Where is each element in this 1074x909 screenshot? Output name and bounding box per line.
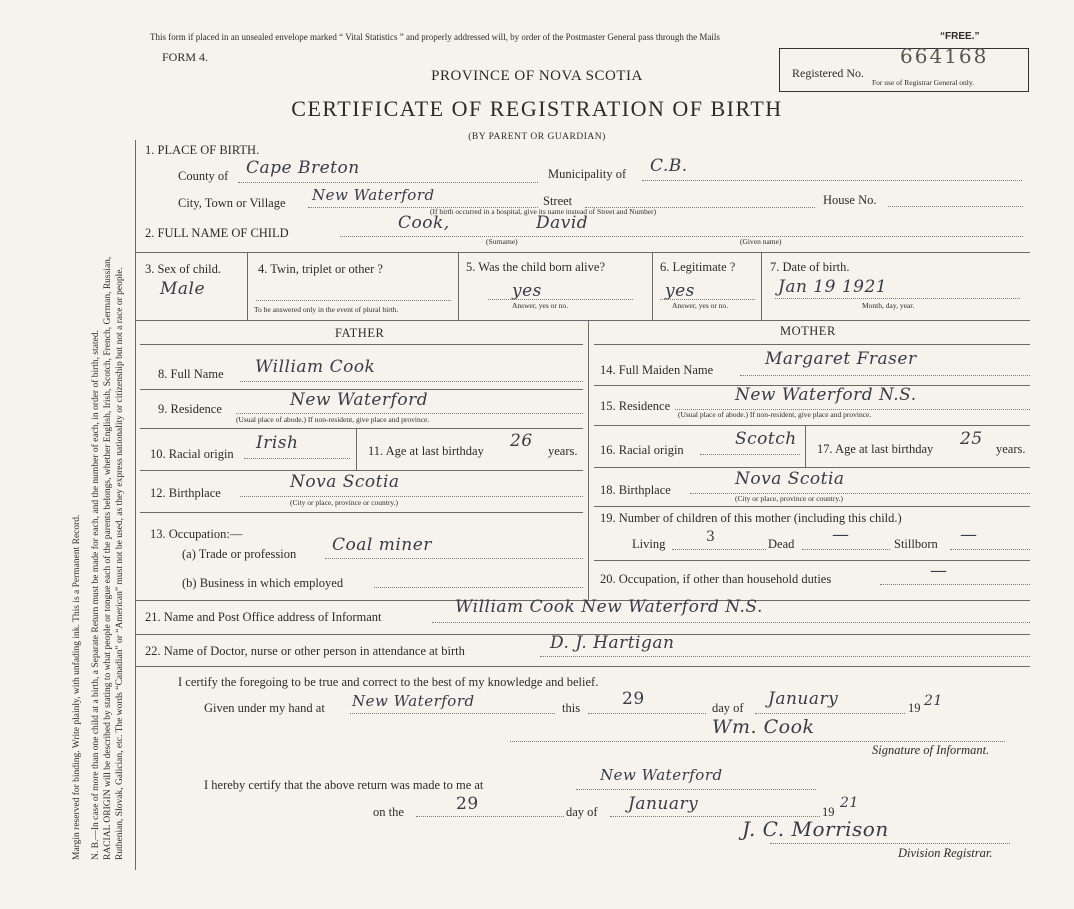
sex-label: 3. Sex of child. bbox=[145, 262, 222, 276]
father-trade-label: (a) Trade or profession bbox=[182, 547, 297, 561]
mother-name-label: 14. Full Maiden Name bbox=[600, 363, 714, 377]
registrar-year-prefix: 19 bbox=[822, 805, 835, 819]
mother-name-value: Margaret Fraser bbox=[765, 349, 917, 369]
dead-label: Dead bbox=[768, 537, 795, 551]
margin-notes bbox=[58, 40, 125, 860]
municipality-label: Municipality of bbox=[548, 167, 627, 181]
registrar-place-value: New Waterford bbox=[600, 766, 723, 784]
stillborn-label: Stillborn bbox=[894, 537, 938, 551]
house-label: House No. bbox=[823, 193, 877, 207]
dob-value: Jan 19 1921 bbox=[778, 277, 888, 297]
mother-years: years. bbox=[996, 442, 1026, 456]
twin-note: To be answered only in the event of plural birth. bbox=[254, 305, 399, 314]
father-residence-value: New Waterford bbox=[290, 390, 429, 410]
living-label: Living bbox=[632, 537, 666, 551]
place-of-birth-label: 1. PLACE OF BIRTH. bbox=[145, 143, 260, 157]
father-racial-value: Irish bbox=[256, 433, 299, 453]
mother-residence-note: (Usual place of abode.) If non-resident, give place and province. bbox=[678, 410, 872, 419]
alive-value: yes bbox=[512, 281, 542, 301]
mother-birthplace-label: 18. Birthplace bbox=[600, 483, 671, 497]
mother-occupation-label: 20. Occupation, if other than household duties bbox=[600, 572, 832, 586]
certify-year-value: 21 bbox=[924, 693, 943, 709]
mother-children-label: 19. Number of children of this mother (including this child.) bbox=[600, 511, 902, 525]
margin-note-racial-2: Ruthenian, Slovak, Galician, etc. The words “Canadian” or “American” must not be used, as they express nationality or citizenship but not a race or people. bbox=[115, 267, 125, 860]
father-birthplace-note: (City or place, province or country.) bbox=[290, 498, 399, 507]
child-name-label: 2. FULL NAME OF CHILD bbox=[145, 226, 289, 240]
certify-day-of-label: day of bbox=[712, 701, 744, 715]
legitimate-label: 6. Legitimate ? bbox=[660, 260, 736, 274]
registrar-caption: Division Registrar. bbox=[898, 846, 993, 860]
father-birthplace-value: Nova Scotia bbox=[290, 472, 400, 492]
margin-note-racial-1: RACIAL ORIGIN will be described by stating to what people or tongue each of the parents belongs, whether English, Irish, Scotch, French, German, Russian, bbox=[103, 256, 113, 860]
stillborn-value: — bbox=[960, 525, 978, 545]
dob-note: Month, day, year. bbox=[862, 301, 915, 310]
sex-value: Male bbox=[160, 279, 206, 299]
street-label: Street bbox=[543, 194, 573, 208]
father-years: years. bbox=[548, 444, 578, 458]
certificate-title: CERTIFICATE OF REGISTRATION OF BIRTH bbox=[291, 96, 783, 121]
dob-label: 7. Date of birth. bbox=[770, 260, 850, 274]
this-label: this bbox=[562, 701, 581, 715]
registrar-day-of-label: day of bbox=[566, 805, 598, 819]
registrar-signature: J. C. Morrison bbox=[742, 817, 889, 841]
father-name-label: 8. Full Name bbox=[158, 367, 224, 381]
registered-number: 664168 bbox=[900, 44, 989, 68]
registrar-month-value: January bbox=[628, 794, 699, 814]
registration-box bbox=[779, 44, 1029, 92]
dead-value: — bbox=[832, 525, 850, 545]
father-name-value: William Cook bbox=[255, 357, 376, 377]
legitimate-value: yes bbox=[665, 281, 695, 301]
father-occupation-label: 13. Occupation:— bbox=[150, 527, 243, 541]
margin-note-binding: Margin reserved for binding. Write plainly, with unfading ink. This is a Permanent Record. bbox=[72, 514, 82, 860]
mother-age-label: 17. Age at last birthday bbox=[817, 442, 934, 456]
province-heading: PROVINCE OF NOVA SCOTIA bbox=[431, 68, 643, 84]
twin-label: 4. Twin, triplet or other ? bbox=[258, 262, 383, 276]
registrar-line: I hereby certify that the above return was made to me at bbox=[204, 778, 484, 792]
city-label: City, Town or Village bbox=[178, 196, 286, 210]
given-place-value: New Waterford bbox=[352, 692, 475, 710]
legitimate-note: Answer, yes or no. bbox=[672, 301, 729, 310]
mother-heading: MOTHER bbox=[780, 324, 836, 338]
mother-birthplace-value: Nova Scotia bbox=[735, 469, 845, 489]
doctor-value: D. J. Hartigan bbox=[550, 633, 675, 653]
given-under-label: Given under my hand at bbox=[204, 701, 325, 715]
informant-label: 21. Name and Post Office address of Informant bbox=[145, 610, 382, 624]
certify-month-value: January bbox=[768, 689, 839, 709]
certify-line: I certify the foregoing to be true and correct to the best of my knowledge and belief. bbox=[178, 675, 599, 689]
registrar-use-note: For use of Registrar General only. bbox=[872, 78, 974, 87]
living-value: 3 bbox=[706, 529, 716, 545]
registrar-on-the-label: on the bbox=[373, 805, 404, 819]
father-birthplace-label: 12. Birthplace bbox=[150, 486, 221, 500]
child-surname: Cook, bbox=[398, 213, 450, 233]
informant-signature-caption: Signature of Informant. bbox=[872, 743, 990, 757]
father-age-value: 26 bbox=[510, 431, 533, 451]
municipality-value: C.B. bbox=[650, 156, 688, 176]
mother-residence-value: New Waterford N.S. bbox=[735, 385, 917, 405]
father-age-label: 11. Age at last birthday bbox=[368, 444, 484, 458]
mail-notice: This form if placed in an unsealed envelope marked “ Vital Statistics ” and properly addressed will, by order of the Postmaster General pass through the Mails bbox=[150, 32, 720, 42]
county-value: Cape Breton bbox=[246, 158, 360, 178]
hospital-note: (If birth occurred in a hospital, give its name instead of Street and Number) bbox=[430, 207, 657, 216]
mother-racial-value: Scotch bbox=[735, 429, 797, 449]
registrar-year-value: 21 bbox=[840, 795, 859, 811]
margin-note-nb: N. B.—In case of more than one child at a birth, a Separate Return must be made for each, and the number of each, in order of birth, stated. bbox=[91, 330, 101, 860]
father-residence-note: (Usual place of abode.) If non-resident, give place and province. bbox=[236, 415, 430, 424]
certify-day-value: 29 bbox=[622, 689, 645, 709]
child-given-name: David bbox=[536, 213, 589, 233]
certificate-subtitle: (BY PARENT OR GUARDIAN) bbox=[468, 132, 606, 142]
doctor-label: 22. Name of Doctor, nurse or other person in attendance at birth bbox=[145, 644, 465, 658]
alive-label: 5. Was the child born alive? bbox=[466, 260, 606, 274]
father-trade-value: Coal miner bbox=[332, 535, 432, 555]
mother-racial-label: 16. Racial origin bbox=[600, 443, 684, 457]
father-business-label: (b) Business in which employed bbox=[182, 576, 344, 590]
mother-birthplace-note: (City or place, province or country.) bbox=[735, 494, 844, 503]
informant-value: William Cook New Waterford N.S. bbox=[455, 597, 763, 617]
alive-note: Answer, yes or no. bbox=[512, 301, 569, 310]
left-border bbox=[135, 140, 136, 870]
father-heading: FATHER bbox=[335, 326, 385, 340]
form-number: FORM 4. bbox=[162, 50, 209, 64]
surname-caption: (Surname) bbox=[486, 237, 518, 246]
father-racial-label: 10. Racial origin bbox=[150, 447, 234, 461]
free-label: “FREE.” bbox=[940, 31, 980, 42]
given-name-caption: (Given name) bbox=[740, 237, 782, 246]
mother-occupation-value: — bbox=[930, 561, 948, 581]
father-residence-label: 9. Residence bbox=[158, 402, 222, 416]
city-value: New Waterford bbox=[312, 186, 435, 204]
mother-residence-label: 15. Residence bbox=[600, 399, 671, 413]
county-label: County of bbox=[178, 169, 229, 183]
mother-age-value: 25 bbox=[960, 429, 983, 449]
registered-label: Registered No. bbox=[792, 66, 864, 80]
certify-year-prefix: 19 bbox=[908, 701, 921, 715]
informant-signature: Wm. Cook bbox=[712, 716, 815, 738]
registrar-day-value: 29 bbox=[456, 794, 479, 814]
